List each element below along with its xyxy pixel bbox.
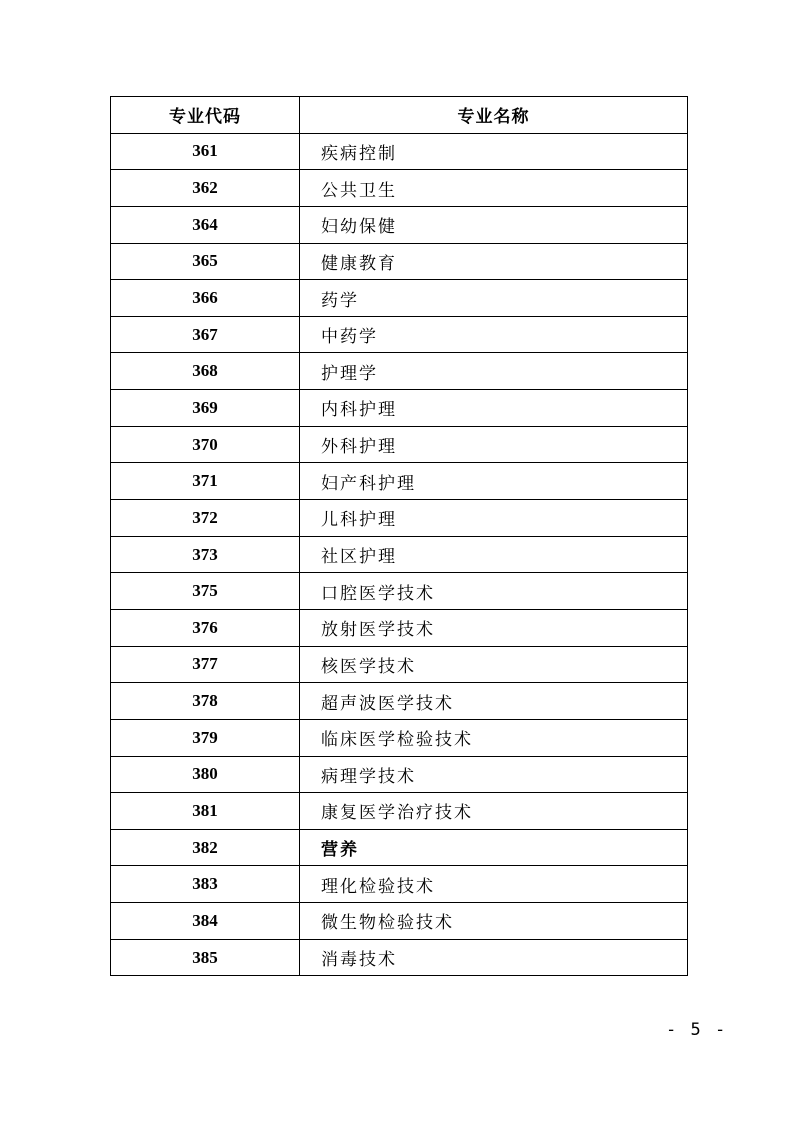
major-code-cell: 376	[111, 609, 300, 646]
major-name-cell: 超声波医学技术	[300, 683, 688, 720]
table-row	[111, 280, 688, 317]
major-name-cell: 理化检验技术	[300, 866, 688, 903]
table-row	[111, 903, 688, 940]
table-row	[111, 866, 688, 903]
major-code-cell: 378	[111, 683, 300, 720]
major-code-cell: 385	[111, 939, 300, 976]
major-name-cell: 病理学技术	[300, 756, 688, 793]
table-body	[111, 133, 688, 976]
major-code-cell: 375	[111, 573, 300, 610]
major-name-cell: 妇幼保健	[300, 206, 688, 243]
major-name-cell: 社区护理	[300, 536, 688, 573]
table-header	[111, 97, 688, 134]
major-name-cell: 核医学技术	[300, 646, 688, 683]
major-code-cell: 384	[111, 903, 300, 940]
table-row	[111, 719, 688, 756]
major-name-cell: 外科护理	[300, 426, 688, 463]
major-code-cell: 362	[111, 170, 300, 207]
table-row	[111, 793, 688, 830]
table-row	[111, 206, 688, 243]
major-code-cell: 382	[111, 829, 300, 866]
table-row	[111, 609, 688, 646]
table-row	[111, 939, 688, 976]
major-name-cell: 营养	[300, 829, 688, 866]
table-row	[111, 683, 688, 720]
major-name-cell: 内科护理	[300, 390, 688, 427]
table-row	[111, 829, 688, 866]
major-name-cell: 临床医学检验技术	[300, 719, 688, 756]
major-code-cell: 367	[111, 316, 300, 353]
table-row	[111, 573, 688, 610]
table-row	[111, 353, 688, 390]
major-name-cell: 护理学	[300, 353, 688, 390]
table-row	[111, 500, 688, 537]
table-header-row	[111, 97, 688, 134]
column-header-name: 专业名称	[300, 97, 688, 134]
table-row	[111, 170, 688, 207]
major-name-cell: 口腔医学技术	[300, 573, 688, 610]
major-code-cell: 366	[111, 280, 300, 317]
major-code-cell: 365	[111, 243, 300, 280]
major-code-cell: 368	[111, 353, 300, 390]
table-row	[111, 646, 688, 683]
major-name-cell: 中药学	[300, 316, 688, 353]
major-name-cell: 放射医学技术	[300, 609, 688, 646]
page-number: - 5 -	[666, 1020, 728, 1040]
table-row	[111, 133, 688, 170]
major-name-cell: 消毒技术	[300, 939, 688, 976]
major-name-cell: 健康教育	[300, 243, 688, 280]
major-name-cell: 药学	[300, 280, 688, 317]
major-code-cell: 373	[111, 536, 300, 573]
major-codes-table	[110, 96, 688, 976]
major-name-cell: 康复医学治疗技术	[300, 793, 688, 830]
major-code-cell: 371	[111, 463, 300, 500]
major-code-cell: 370	[111, 426, 300, 463]
table-row	[111, 463, 688, 500]
major-name-cell: 公共卫生	[300, 170, 688, 207]
major-code-cell: 380	[111, 756, 300, 793]
major-code-cell: 372	[111, 500, 300, 537]
table-row	[111, 756, 688, 793]
table-row	[111, 536, 688, 573]
table-row	[111, 390, 688, 427]
major-name-cell: 妇产科护理	[300, 463, 688, 500]
major-code-cell: 383	[111, 866, 300, 903]
major-name-cell: 疾病控制	[300, 133, 688, 170]
major-code-cell: 369	[111, 390, 300, 427]
major-name-cell: 微生物检验技术	[300, 903, 688, 940]
column-header-code: 专业代码	[111, 97, 300, 134]
major-name-cell: 儿科护理	[300, 500, 688, 537]
major-code-cell: 377	[111, 646, 300, 683]
table-row	[111, 243, 688, 280]
major-code-cell: 364	[111, 206, 300, 243]
major-code-cell: 361	[111, 133, 300, 170]
table-row	[111, 426, 688, 463]
major-code-cell: 381	[111, 793, 300, 830]
table-row	[111, 316, 688, 353]
major-code-cell: 379	[111, 719, 300, 756]
